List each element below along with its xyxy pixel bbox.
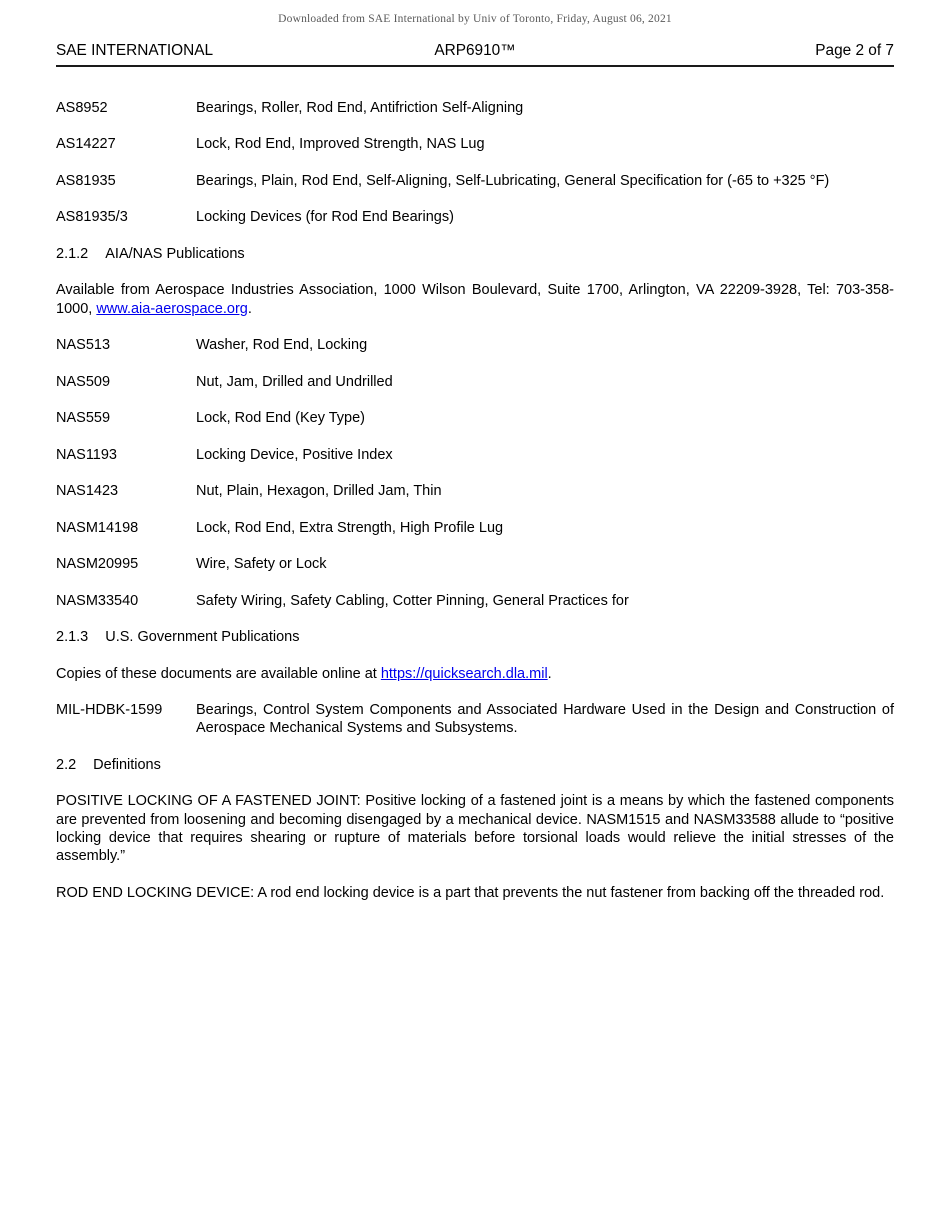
section-number: 2.2 (56, 756, 77, 773)
aia-address-paragraph (56, 281, 894, 318)
reference-title: Nut, Plain, Hexagon, Drilled Jam, Thin (196, 483, 442, 500)
section-heading-definitions (56, 756, 894, 774)
reference-id: NAS509 (56, 373, 111, 390)
section-title: AIA/NAS Publications (105, 245, 245, 262)
reference-entry (56, 99, 894, 117)
header-org: SAE INTERNATIONAL (56, 42, 214, 59)
reference-title: Lock, Rod End (Key Type) (196, 410, 365, 427)
reference-id: AS81935/3 (56, 209, 128, 226)
reference-entry (56, 519, 894, 537)
reference-entry (56, 135, 894, 153)
reference-entry (56, 373, 894, 391)
reference-title: Locking Devices (for Rod End Bearings) (196, 209, 454, 226)
reference-title: Washer, Rod End, Locking (196, 337, 368, 354)
download-watermark: Downloaded from SAE International by Univ of Toronto, Friday, August 06, 2021 (278, 13, 672, 25)
document-body (56, 67, 894, 902)
reference-entry (56, 172, 894, 190)
reference-entry (56, 336, 894, 354)
definition-positive-locking: POSITIVE LOCKING OF A FASTENED JOINT: Positive locking of a fastened joint is a means by which the fastened components are prevented from loosening and becoming disengaged by a mechanical device. NASM1515 and NASM33588 allude to “positive locking device that requires shearing or rupture of materials before torsional loads would relieve the initial stresses of the assembly.” (56, 793, 894, 865)
reference-title: Lock, Rod End, Improved Strength, NAS Lug (196, 136, 485, 153)
definition-rod-end: ROD END LOCKING DEVICE: A rod end locking device is a part that prevents the nut fastener from backing off the threaded rod. (56, 884, 885, 901)
reference-id: MIL-HDBK-1599 (56, 702, 163, 719)
reference-title: Wire, Safety or Lock (196, 556, 327, 573)
government-source-paragraph (56, 665, 894, 683)
reference-entry (56, 208, 894, 226)
reference-entry (56, 409, 894, 427)
aia-website-link[interactable]: www.aia-aerospace.org (96, 300, 248, 317)
quicksearch-link[interactable]: https://quicksearch.dla.mil (380, 665, 548, 682)
reference-entry (56, 446, 894, 464)
reference-id: NAS513 (56, 337, 111, 354)
reference-id: NASM14198 (56, 519, 139, 536)
reference-id: AS81935 (56, 172, 116, 189)
government-source-period: . (547, 665, 552, 682)
reference-id: NASM20995 (56, 556, 139, 573)
reference-entry (56, 592, 894, 610)
reference-id: AS14227 (56, 136, 116, 153)
reference-title: Nut, Jam, Drilled and Undrilled (196, 373, 393, 390)
reference-title: Safety Wiring, Safety Cabling, Cotter Pinning, General Practices for (196, 592, 629, 609)
section-number: 2.1.2 (56, 245, 89, 262)
government-source-text: Copies of these documents are available online at (56, 665, 381, 682)
section-title: U.S. Government Publications (105, 629, 300, 646)
reference-id: NAS559 (56, 410, 111, 427)
reference-title: Bearings, Roller, Rod End, Antifriction Self-Aligning (196, 100, 524, 116)
reference-title: Bearings, Plain, Rod End, Self-Aligning, Self-Lubricating, General Specification for (-65 to +325 °F) (196, 172, 830, 189)
header-page-number: Page 2 of 7 (815, 42, 894, 59)
section-heading-us-government-publications (56, 628, 894, 646)
reference-entry (56, 555, 894, 573)
aia-address-period: . (247, 300, 252, 317)
reference-entry (56, 482, 894, 500)
reference-id: NAS1193 (56, 446, 117, 463)
reference-id: NAS1423 (56, 483, 119, 500)
section-number: 2.1.3 (56, 629, 89, 646)
section-title: Definitions (93, 756, 161, 773)
header-document-title: ARP6910™ (434, 42, 516, 59)
reference-title: Locking Device, Positive Index (196, 446, 393, 463)
reference-entry (56, 701, 894, 738)
reference-title: Bearings, Control System Components and Associated Hardware Used in the Design and Construction of Aerospace Mechanical Systems and Subsystems. (196, 702, 894, 737)
reference-id: NASM33540 (56, 592, 139, 609)
section-heading-aia-nas-publications (56, 245, 894, 263)
reference-title: Lock, Rod End, Extra Strength, High Profile Lug (196, 519, 504, 536)
reference-id: AS8952 (56, 100, 108, 116)
aia-address-text: Available from Aerospace Industries Association, 1000 Wilson Boulevard, Suite 1700, Arlington, VA 22209-3928, Tel: 703-358-1000, (56, 282, 894, 317)
page-header (56, 42, 894, 67)
